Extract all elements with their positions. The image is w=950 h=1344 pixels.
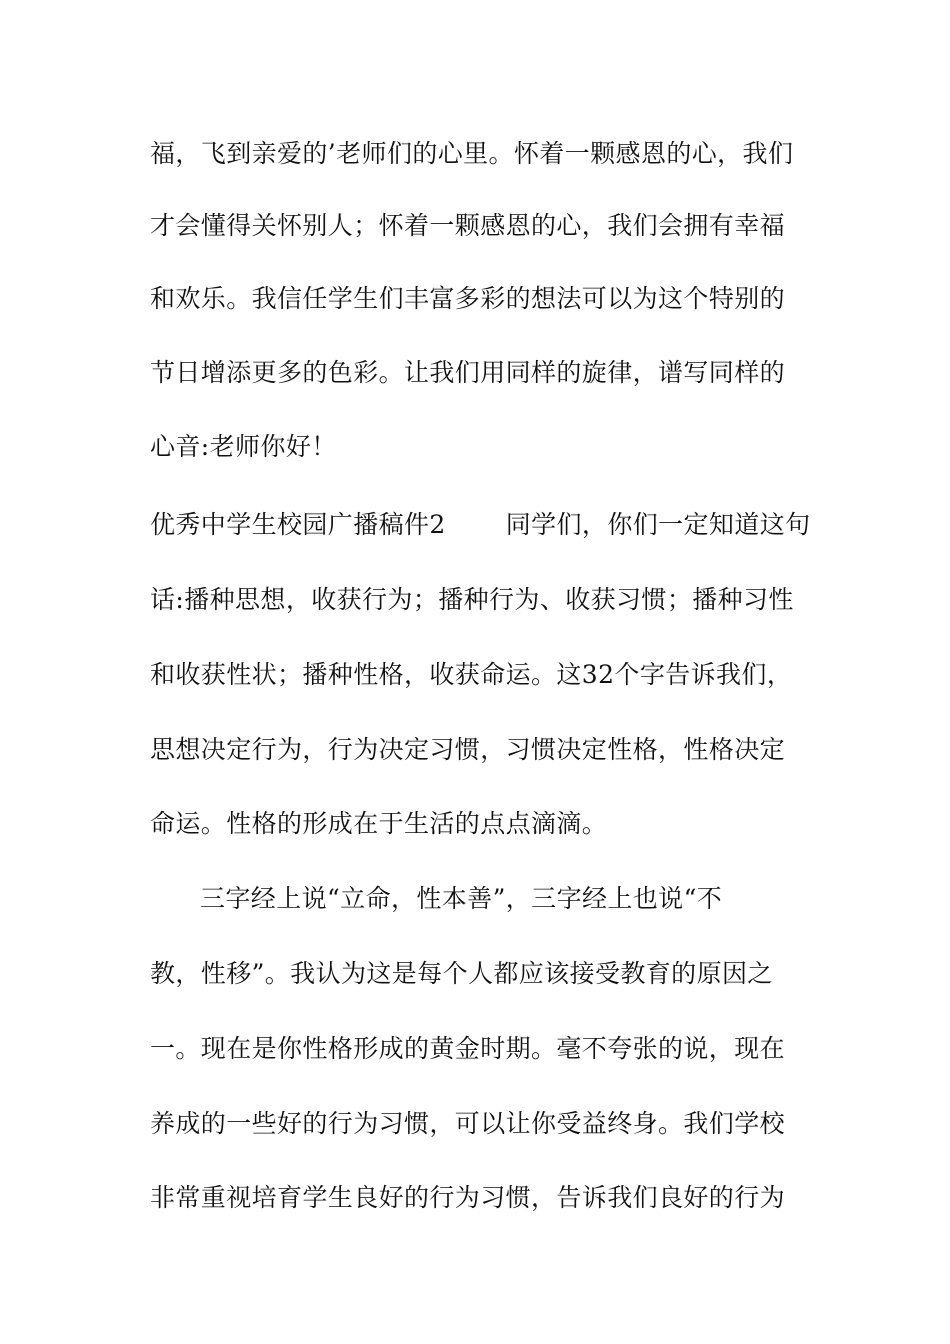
- text-line: 教，性移”。我认为这是每个人都应该接受教育的原因之: [150, 959, 773, 988]
- text-line: 福，飞到亲爱的’老师们的心里。怀着一颗感恩的心，我们: [150, 139, 794, 168]
- text-line: 才会懂得关怀别人；怀着一颗感恩的心，我们会拥有幸福: [150, 211, 786, 240]
- text-line: 思想决定行为，行为决定习惯，习惯决定性格，性格决定: [150, 735, 786, 764]
- text-line: 节日增添更多的色彩。让我们用同样的旋律，谱写同样的: [150, 358, 786, 387]
- text-line: 心音:老师你好！: [150, 432, 337, 461]
- section-title: 优秀中学生校园广播稿件2: [150, 510, 446, 539]
- text-line: 养成的一些好的行为习惯，可以让你受益终身。我们学校: [150, 1109, 786, 1138]
- text-line: 非常重视培育学生良好的行为习惯，告诉我们良好的行为: [150, 1183, 786, 1212]
- text-line: 和欢乐。我信任学生们丰富多彩的想法可以为这个特别的: [150, 284, 786, 313]
- section-first-line: 同学们，你们一定知道这句: [505, 510, 811, 539]
- text-line: 和收获性状；播种性格，收获命运。这32个字告诉我们，: [150, 660, 793, 689]
- paragraph-first-line: 三字经上说“立命，性本善”，三字经上也说“不: [200, 884, 723, 913]
- text-line: 一。现在是你性格形成的黄金时期。毫不夸张的说，现在: [150, 1034, 786, 1063]
- text-line: 话:播种思想，收获行为；播种行为、收获习惯；播种习性: [150, 585, 794, 614]
- section-heading-line: [150, 509, 811, 541]
- text-line: 命运。性格的形成在于生活的点点滴滴。: [150, 809, 608, 838]
